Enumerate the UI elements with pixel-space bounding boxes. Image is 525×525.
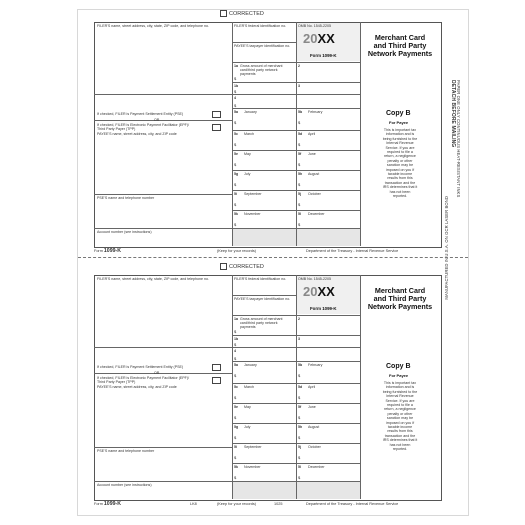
dollar-sign: $ [298, 162, 301, 167]
pse-checkbox-label: If checked, FILER is Payment Settlement Entity (PSE) [97, 112, 184, 116]
month-label: July [244, 172, 251, 176]
shaded-cell [297, 481, 360, 499]
rule-line [232, 22, 233, 246]
rule-line [94, 228, 232, 229]
footer-department: Department of the Treasury - Internal Revenue Service [306, 502, 399, 506]
manufacture-notice: MANUFACTURED IN U.S.A. ON OCR LASER BOND [444, 196, 449, 300]
box-2-number: 2 [298, 64, 300, 68]
dollar-sign: $ [234, 455, 237, 460]
notice-line: required to file a [387, 150, 413, 155]
dollar-sign: $ [298, 475, 301, 480]
notice-line: transaction and the [384, 433, 416, 438]
box-4-number: 4 [234, 96, 236, 100]
corrected-label: CORRECTED [229, 263, 264, 270]
rule-line [94, 373, 232, 374]
dollar-sign: $ [234, 329, 237, 334]
detach-notice: DETACH BEFORE MAILING [450, 80, 456, 148]
month-box-number: 5g [234, 172, 239, 176]
rule-line [232, 423, 360, 424]
notice-line: required to file a [387, 403, 413, 408]
notice-line: has not been [389, 189, 411, 194]
month-box-number: 5d [298, 385, 303, 389]
box-1b-number: 1b [234, 84, 239, 88]
rule-line [94, 481, 232, 482]
footer-form-id: 1099-K [103, 248, 121, 254]
month-label: January [244, 110, 257, 114]
box-1a-label-line: Gross amount of merchant [240, 317, 283, 321]
rule-line [232, 275, 233, 499]
month-label: November [244, 212, 261, 216]
notice-line: IRS determines that it [382, 438, 418, 443]
notice-line: penalty or other [387, 411, 413, 416]
dollar-sign: $ [234, 356, 237, 361]
shaded-cell [297, 228, 360, 246]
box-1a-label-line: card/third party network [240, 321, 278, 325]
rule-line [232, 481, 360, 482]
filer-tin-label: FILER'S federal identification no. [234, 24, 287, 28]
rule-line [360, 94, 361, 246]
corrected-checkbox-group[interactable] [220, 263, 264, 270]
month-label: December [308, 212, 325, 216]
month-box-number: 5f [298, 405, 302, 409]
epf-label-line: Third Party Payer (TPP) [97, 380, 136, 384]
dollar-sign: $ [234, 415, 237, 420]
month-label: August [308, 425, 320, 429]
dollar-sign: $ [298, 435, 301, 440]
pse-checkbox[interactable] [212, 364, 221, 371]
month-box-number: 5j [298, 192, 301, 196]
form-copy-top [78, 10, 468, 252]
notice-line: sanction may be [386, 416, 414, 421]
shaded-cell [233, 228, 296, 246]
copy-b-label: Copy B [386, 110, 411, 117]
form-name-box: Form 1099-K [310, 306, 337, 311]
notice-line: This is important tax [383, 381, 417, 385]
month-box-number: 5a [234, 110, 238, 114]
month-box-number: 5c [234, 132, 238, 136]
or-label: OR [154, 371, 160, 375]
month-box-number: 5e [234, 152, 238, 156]
footer-form-number [94, 501, 121, 507]
filer-name-label: FILER'S name, street address, city, state, ZIP code, and telephone no. [97, 277, 210, 281]
tax-year [303, 284, 335, 299]
month-label: May [244, 405, 251, 409]
dollar-sign: $ [298, 120, 301, 125]
box-4-number: 4 [234, 349, 236, 353]
filer-name-label: FILER'S name, street address, city, state, ZIP code, and telephone no. [97, 24, 210, 28]
box-2-number: 2 [298, 317, 300, 321]
month-label: September [244, 192, 262, 196]
notice-line: results from this [387, 429, 413, 434]
omb-number: OMB No. 1545-2205 [298, 277, 331, 281]
rule-line [360, 22, 361, 94]
footer-form-id: 1099-K [103, 501, 121, 507]
month-label: September [244, 445, 262, 449]
rule-line [360, 347, 361, 499]
dollar-sign: $ [234, 162, 237, 167]
corrected-checkbox[interactable] [220, 263, 227, 270]
pse-name-label: PSE'S name and telephone number [97, 449, 155, 453]
form-title [362, 34, 438, 58]
box-1a-number: 1a [234, 317, 238, 321]
rule-line [232, 295, 296, 296]
filer-tin-label: FILER'S federal identification no. [234, 277, 287, 281]
box-1a-label-line: card/third party network [240, 68, 278, 72]
month-box-number: 5c [234, 385, 238, 389]
taxpayer-notice [362, 128, 438, 199]
notice-line: taxable income [387, 425, 413, 430]
month-label: April [308, 385, 316, 389]
month-box-number: 5h [298, 172, 303, 176]
rule-line [232, 190, 360, 191]
form-title-line: and Third Party [373, 41, 427, 50]
month-label: July [244, 425, 251, 429]
box-3-number: 3 [298, 337, 300, 341]
rule-line [296, 62, 360, 63]
box-1b-number: 1b [234, 337, 239, 341]
notice-line: Internal Revenue [386, 141, 414, 146]
omb-number: OMB No. 1545-2205 [298, 24, 331, 28]
month-label: December [308, 465, 325, 469]
month-box-number: 5i [234, 445, 237, 449]
notice-line: transaction and the [384, 180, 416, 185]
pse-name-label: PSE'S name and telephone number [97, 196, 155, 200]
month-label: November [244, 465, 261, 469]
rule-line [94, 347, 360, 348]
dollar-sign: $ [234, 202, 237, 207]
box-1a-label-line: Gross amount of merchant [240, 64, 283, 68]
payee-tin-label: PAYEE'S taxpayer identification no. [234, 297, 291, 301]
dollar-sign: $ [234, 373, 237, 378]
epf-checkbox[interactable] [212, 124, 221, 131]
epf-label-line: If checked, FILER is Electronic Payment Facilitator (EPF)/ [97, 376, 190, 380]
rule-line [232, 108, 360, 109]
form-name-box: Form 1099-K [310, 53, 337, 58]
shaded-cell [233, 481, 296, 499]
rule-line [232, 443, 360, 444]
footer-code: 1025 [274, 502, 283, 506]
dollar-sign: $ [298, 373, 301, 378]
dollar-sign: $ [234, 475, 237, 480]
epf-label-line: Third Party Payer (TPP) [97, 127, 136, 131]
notice-line: return, a negligence [384, 154, 416, 159]
month-box-number: 5g [234, 425, 239, 429]
rule-line [232, 62, 296, 63]
footer-department: Department of the Treasury - Internal Revenue Service [306, 249, 399, 253]
dollar-sign: $ [234, 342, 237, 347]
month-box-number: 5j [298, 445, 301, 449]
pse-checkbox-label: If checked, FILER is Payment Settlement Entity (PSE) [97, 365, 184, 369]
rule-line [232, 403, 360, 404]
or-label: OR [154, 118, 160, 122]
corrected-checkbox[interactable] [220, 10, 227, 17]
dollar-sign: $ [298, 455, 301, 460]
rule-line [232, 150, 360, 151]
dollar-sign: $ [234, 89, 237, 94]
rule-line [296, 315, 360, 316]
month-label: October [308, 445, 321, 449]
month-box-number: 5b [298, 363, 303, 367]
notice-line: results from this [387, 176, 413, 181]
payee-tin-label: PAYEE'S taxpayer identification no. [234, 44, 291, 48]
taxpayer-notice [362, 381, 438, 452]
perforation-line [78, 257, 468, 258]
form-title-line: Merchant Card [374, 286, 426, 295]
account-number-label: Account number (see instructions) [97, 483, 152, 487]
notice-line: Internal Revenue [386, 394, 414, 399]
rule-line [296, 275, 297, 499]
month-label: February [308, 110, 323, 114]
footer-code: LK8 [190, 502, 197, 506]
month-box-number: 5e [234, 405, 238, 409]
footer-form-prefix: Form [94, 502, 103, 506]
for-payee-label: For Payee [389, 120, 409, 125]
month-label: March [244, 385, 254, 389]
rule-line [232, 82, 360, 83]
year-prefix: 20 [303, 31, 318, 46]
dollar-sign: $ [234, 222, 237, 227]
notice-line: return, a negligence [384, 407, 416, 412]
dollar-sign: $ [234, 142, 237, 147]
copy-b-label: Copy B [386, 363, 411, 370]
rule-line [94, 194, 232, 195]
notice-line: information and is [385, 385, 415, 390]
dollar-sign: $ [298, 202, 301, 207]
rule-line [232, 463, 360, 464]
footer-keep-records: (Keep for your records) [217, 249, 257, 253]
notice-line: reported. [392, 194, 408, 199]
notice-line: taxable income [387, 172, 413, 177]
box-1a-label-line: payments [240, 72, 256, 76]
rule-line [232, 315, 296, 316]
form-copy-bottom [78, 263, 468, 505]
rule-line [94, 447, 232, 448]
notice-line: penalty or other [387, 158, 413, 163]
notice-line: sanction may be [386, 163, 414, 168]
dollar-sign: $ [234, 435, 237, 440]
rule-line [296, 22, 297, 246]
footer-form-number [94, 248, 121, 254]
dollar-sign: $ [298, 415, 301, 420]
dollar-sign: $ [298, 142, 301, 147]
epf-checkbox[interactable] [212, 377, 221, 384]
corrected-checkbox-group[interactable] [220, 10, 264, 17]
notice-line: This is important tax [383, 128, 417, 132]
for-payee-label: For Payee [389, 373, 409, 378]
month-box-number: 5l [298, 212, 301, 216]
account-number-label: Account number (see instructions) [97, 230, 152, 234]
month-box-number: 5h [298, 425, 303, 429]
notice-line: being furnished to the [382, 389, 418, 394]
month-box-number: 5k [234, 465, 238, 469]
form-title-line: and Third Party [373, 294, 427, 303]
rule-line [232, 130, 360, 131]
month-box-number: 5l [298, 465, 301, 469]
year-suffix: XX [317, 31, 335, 46]
month-label: March [244, 132, 254, 136]
pse-checkbox[interactable] [212, 111, 221, 118]
notice-line: being furnished to the [382, 136, 418, 141]
month-label: April [308, 132, 316, 136]
month-label: June [308, 152, 316, 156]
footer-form-prefix: Form [94, 249, 103, 253]
footer-keep-records: (Keep for your records) [217, 502, 257, 506]
year-prefix: 20 [303, 284, 318, 299]
dollar-sign: $ [298, 222, 301, 227]
rule-line [94, 94, 360, 95]
month-box-number: 5d [298, 132, 303, 136]
paper-notice: PAPER ONE ONLY CONTINUOUS HEAT-RESISTANT INKS [456, 80, 461, 198]
epf-checkbox-label [97, 123, 189, 131]
dollar-sign: $ [234, 76, 237, 81]
month-label: May [244, 152, 251, 156]
box-1a-label [240, 64, 283, 76]
dollar-sign: $ [234, 103, 237, 108]
notice-line: reported. [392, 447, 408, 452]
month-box-number: 5a [234, 363, 238, 367]
rule-line [232, 228, 360, 229]
month-label: October [308, 192, 321, 196]
box-1a-label-line: payments [240, 325, 256, 329]
corrected-label: CORRECTED [229, 10, 264, 17]
year-suffix: XX [317, 284, 335, 299]
rule-line [232, 361, 360, 362]
notice-line: information and is [385, 132, 415, 137]
epf-checkbox-label [97, 376, 189, 384]
rule-line [232, 335, 360, 336]
notice-line: imposed on you if [385, 420, 415, 425]
dollar-sign: $ [298, 182, 301, 187]
form-title-line: Network Payments [367, 302, 433, 311]
form-title [362, 287, 438, 311]
rule-line [232, 42, 296, 43]
month-box-number: 5f [298, 152, 302, 156]
notice-line: Service. If you are [385, 398, 415, 403]
payee-name-label: PAYEE'S name, street address, city, and ZIP code [97, 132, 177, 136]
form-title-line: Network Payments [367, 49, 433, 58]
month-box-number: 5k [234, 212, 238, 216]
box-1a-number: 1a [234, 64, 238, 68]
tax-year [303, 31, 335, 46]
box-3-number: 3 [298, 84, 300, 88]
month-label: February [308, 363, 323, 367]
month-box-number: 5i [234, 192, 237, 196]
tax-form-sheet [78, 10, 468, 515]
notice-line: imposed on you if [385, 167, 415, 172]
rule-line [232, 383, 360, 384]
dollar-sign: $ [234, 120, 237, 125]
rule-line [360, 275, 361, 347]
box-1a-label [240, 317, 283, 329]
rule-line [232, 170, 360, 171]
form-title-line: Merchant Card [374, 33, 426, 42]
dollar-sign: $ [234, 182, 237, 187]
month-label: January [244, 363, 257, 367]
rule-line [94, 120, 232, 121]
month-box-number: 5b [298, 110, 303, 114]
month-label: June [308, 405, 316, 409]
payee-name-label: PAYEE'S name, street address, city, and ZIP code [97, 385, 177, 389]
dollar-sign: $ [234, 395, 237, 400]
month-label: August [308, 172, 320, 176]
epf-label-line: If checked, FILER is Electronic Payment Facilitator (EPF)/ [97, 123, 190, 127]
notice-line: IRS determines that it [382, 185, 418, 190]
dollar-sign: $ [298, 395, 301, 400]
notice-line: has not been [389, 442, 411, 447]
notice-line: Service. If you are [385, 145, 415, 150]
rule-line [232, 210, 360, 211]
